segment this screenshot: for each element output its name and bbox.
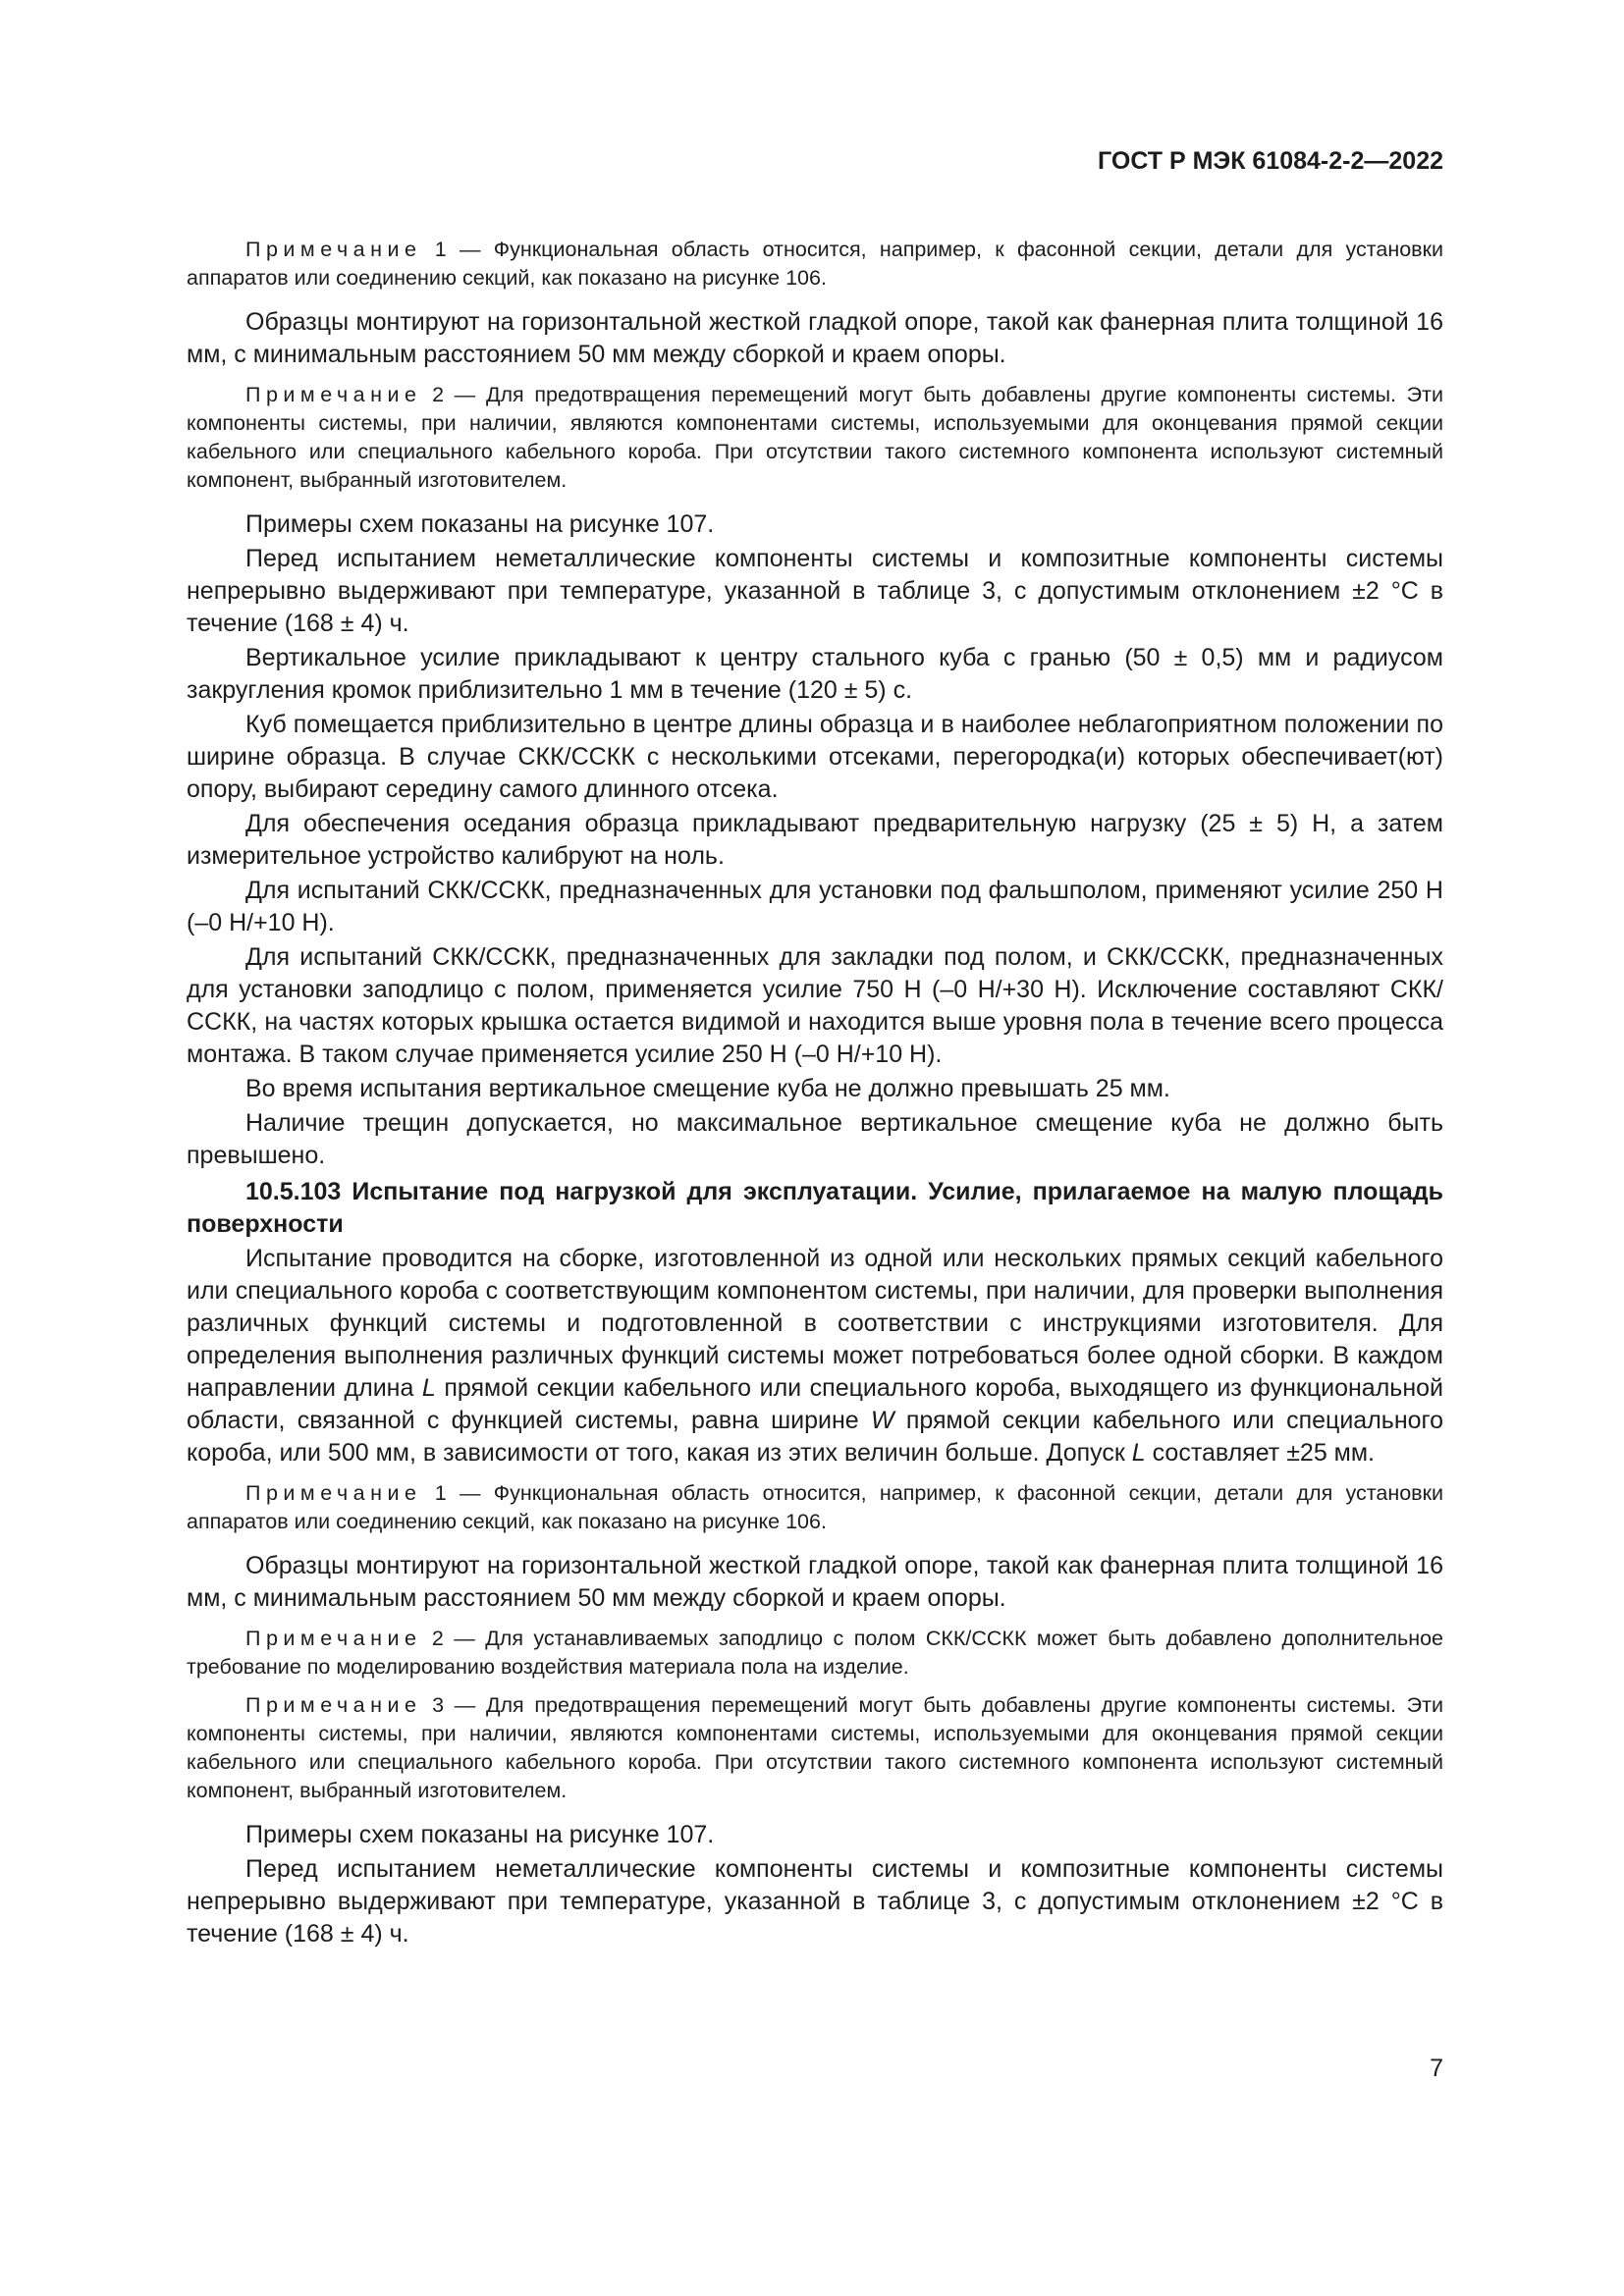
variable-w: W bbox=[870, 1407, 894, 1434]
text-run: прямой секции кабельного или специального короба, выходящего из функциональной области, связанной с функцией системы, равна ширине bbox=[187, 1374, 1443, 1434]
note-label: Примечание bbox=[245, 383, 422, 406]
variable-l: L bbox=[421, 1374, 436, 1402]
note-1-repeat bbox=[187, 1479, 1443, 1536]
page-number: 7 bbox=[1430, 2055, 1443, 2082]
paragraph-displacement: Во время испытания вертикальное смещение куба не должно превышать 25 мм. bbox=[245, 1075, 1170, 1102]
note-label: Примечание bbox=[245, 238, 422, 261]
paragraph-conditioning: Перед испытанием неметаллические компоненты системы и композитные компоненты системы непрерывно выдерживают при температуре, указанной в таблице 3, с допустимым отклонением ±2 °С в течение (168 ± 4) ч. bbox=[187, 545, 1443, 637]
text-run: прямой секции кабельного или специального короба, или 500 мм, в зависимости от того, какая из этих величин больше. Допуск bbox=[187, 1407, 1443, 1467]
paragraph-assembly bbox=[187, 1243, 1443, 1469]
text-run: составляет ±25 мм. bbox=[1145, 1439, 1375, 1467]
note-2 bbox=[187, 381, 1443, 495]
paragraph-preload: Для обеспечения оседания образца прикладывают предварительную нагрузку (25 ± 5) Н, а затем измерительное устройство калибруют на ноль. bbox=[187, 810, 1443, 870]
paragraph-raised-floor: Для испытаний СКК/ССКК, предназначенных для установки под фальшполом, применяют усилие 250 Н (–0 Н/+10 Н). bbox=[187, 877, 1443, 936]
document-code-header: ГОСТ Р МЭК 61084-2-2—2022 bbox=[1098, 147, 1443, 175]
note-label: Примечание bbox=[245, 1481, 422, 1505]
note-label: Примечание bbox=[245, 1693, 422, 1717]
page-content bbox=[187, 226, 1443, 1952]
note-text: 3 — Для предотвращения перемещений могут быть добавлены другие компоненты системы. Эти компоненты системы, при наличии, являются компонентами системы, используемыми для оконцевания прямой секции кабельного или специального кабельного короба. При отсутствии такого системного компонента используют системный компонент, выбранный изготовителем. bbox=[187, 1693, 1443, 1802]
note-2-flush bbox=[187, 1625, 1443, 1682]
text-run: Испытание проводится на сборке, изготовленной из одной или нескольких прямых секций кабельного или специального короба с соответствующим компонентом системы, при наличии, для проверки выполнения различных функций системы и подготовленной в соответствии с инструкциями изготовителя. Для определения выполнения различных функций системы может потребоваться более одной сборки. В каждом направлении длина bbox=[187, 1245, 1443, 1402]
note-3 bbox=[187, 1691, 1443, 1805]
note-1 bbox=[187, 236, 1443, 293]
variable-l: L bbox=[1131, 1439, 1146, 1467]
paragraph-force: Вертикальное усилие прикладывают к центру стального куба с гранью (50 ± 0,5) мм и радиусом закругления кромок приблизительно 1 мм в течение (120 ± 5) с. bbox=[187, 644, 1443, 704]
paragraph-mounting-repeat: Образцы монтируют на горизонтальной жесткой гладкой опоре, такой как фанерная плита толщиной 16 мм, с минимальным расстоянием 50 мм между сборкой и краем опоры. bbox=[187, 1552, 1443, 1612]
note-text: 2 — Для предотвращения перемещений могут быть добавлены другие компоненты системы. Эти компоненты системы, при наличии, являются компонентами системы, используемыми для оконцевания прямой секции кабельного или специального кабельного короба. При отсутствии такого системного компонента используют системный компонент, выбранный изготовителем. bbox=[187, 383, 1443, 492]
paragraph-conditioning-repeat: Перед испытанием неметаллические компоненты системы и композитные компоненты системы непрерывно выдерживают при температуре, указанной в таблице 3, с допустимым отклонением ±2 °С в течение (168 ± 4) ч. bbox=[187, 1855, 1443, 1948]
note-text: 1 — Функциональная область относится, например, к фасонной секции, детали для установки аппаратов или соединению секций, как показано на рисунке 106. bbox=[187, 1481, 1443, 1533]
note-text: 1 — Функциональная область относится, например, к фасонной секции, детали для установки аппаратов или соединению секций, как показано на рисунке 106. bbox=[187, 238, 1443, 290]
paragraph-examples-repeat: Примеры схем показаны на рисунке 107. bbox=[245, 1821, 715, 1848]
note-label: Примечание bbox=[245, 1627, 422, 1650]
paragraph-underfloor: Для испытаний СКК/ССКК, предназначенных для закладки под полом, и СКК/ССКК, предназначенных для установки заподлицо с полом, применяется усилие 750 Н (–0 Н/+30 Н). Исключение составляют СКК/ССКК, на частях которых крышка остается видимой и находится выше уровня пола в течение всего процесса монтажа. В таком случае применяется усилие 250 Н (–0 Н/+10 Н). bbox=[187, 943, 1443, 1068]
paragraph-cracks: Наличие трещин допускается, но максимальное вертикальное смещение куба не должно быть превышено. bbox=[187, 1109, 1443, 1169]
section-heading-10-5-103: 10.5.103 Испытание под нагрузкой для эксплуатации. Усилие, прилагаемое на малую площадь поверхности bbox=[187, 1178, 1443, 1238]
paragraph-cube-position: Куб помещается приблизительно в центре длины образца и в наиболее неблагоприятном положении по ширине образца. В случае СКК/ССКК с несколькими отсеками, перегородка(и) которых обеспечивает(ют) опору, выбирают середину самого длинного отсека. bbox=[187, 711, 1443, 803]
paragraph-mounting: Образцы монтируют на горизонтальной жесткой гладкой опоре, такой как фанерная плита толщиной 16 мм, с минимальным расстоянием 50 мм между сборкой и краем опоры. bbox=[187, 308, 1443, 368]
paragraph-examples: Примеры схем показаны на рисунке 107. bbox=[245, 510, 715, 538]
note-text: 2 — Для устанавливаемых заподлицо с полом СКК/ССКК может быть добавлено дополнительное требование по моделированию воздействия материала пола на изделие. bbox=[187, 1627, 1443, 1679]
